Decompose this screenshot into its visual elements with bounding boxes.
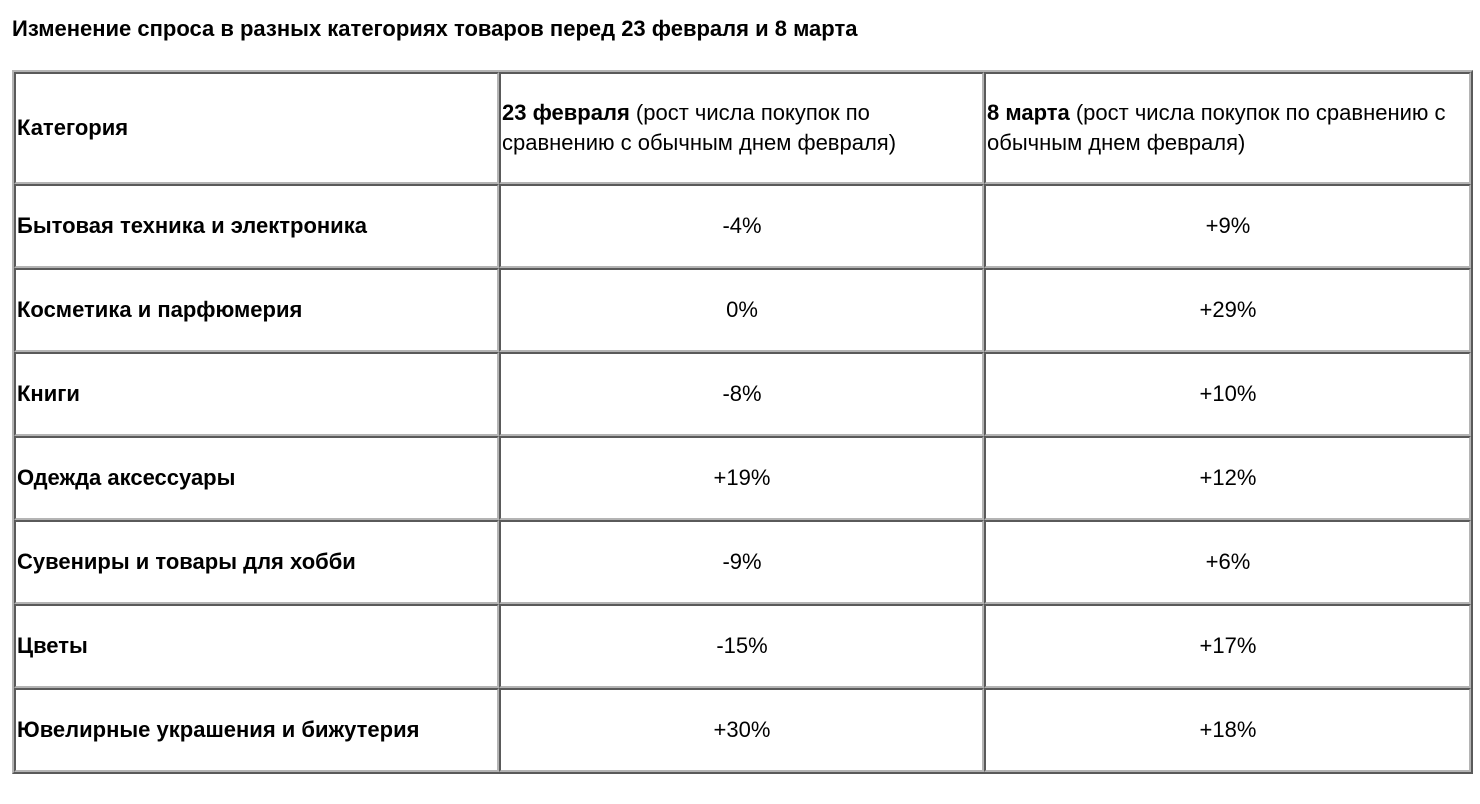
table-row	[14, 688, 1471, 772]
header-feb23	[499, 72, 984, 184]
table-row	[14, 604, 1471, 688]
header-mar8-note: (рост числа покупок по сравнению с обычным днем февраля)	[987, 100, 1446, 155]
table-row	[14, 520, 1471, 604]
row-category: Книги	[14, 352, 499, 436]
header-mar8-title: 8 марта	[987, 100, 1070, 125]
row-feb23-value: 0%	[499, 268, 984, 352]
row-feb23-value: -9%	[499, 520, 984, 604]
row-feb23-value: +30%	[499, 688, 984, 772]
row-mar8-value: +18%	[984, 688, 1471, 772]
row-feb23-value: -4%	[499, 184, 984, 268]
table-row	[14, 184, 1471, 268]
row-category: Одежда аксессуары	[14, 436, 499, 520]
row-mar8-value: +9%	[984, 184, 1471, 268]
header-feb23-note: (рост числа покупок по сравнению с обычным днем февраля)	[502, 100, 897, 155]
table-row	[14, 268, 1471, 352]
row-mar8-value: +10%	[984, 352, 1471, 436]
row-feb23-value: +19%	[499, 436, 984, 520]
header-mar8	[984, 72, 1471, 184]
row-mar8-value: +6%	[984, 520, 1471, 604]
header-category: Категория	[14, 72, 499, 184]
table-row	[14, 436, 1471, 520]
row-category: Бытовая техника и электроника	[14, 184, 499, 268]
row-category: Косметика и парфюмерия	[14, 268, 499, 352]
row-category: Сувениры и товары для хобби	[14, 520, 499, 604]
row-category: Ювелирные украшения и бижутерия	[14, 688, 499, 772]
header-feb23-title: 23 февраля	[502, 100, 630, 125]
page-title: Изменение спроса в разных категориях товаров перед 23 февраля и 8 марта	[12, 16, 858, 41]
row-feb23-value: -8%	[499, 352, 984, 436]
table-row	[14, 352, 1471, 436]
row-feb23-value: -15%	[499, 604, 984, 688]
table-header-row	[14, 72, 1471, 184]
demand-table	[12, 70, 1473, 774]
row-mar8-value: +17%	[984, 604, 1471, 688]
row-mar8-value: +12%	[984, 436, 1471, 520]
row-category: Цветы	[14, 604, 499, 688]
row-mar8-value: +29%	[984, 268, 1471, 352]
